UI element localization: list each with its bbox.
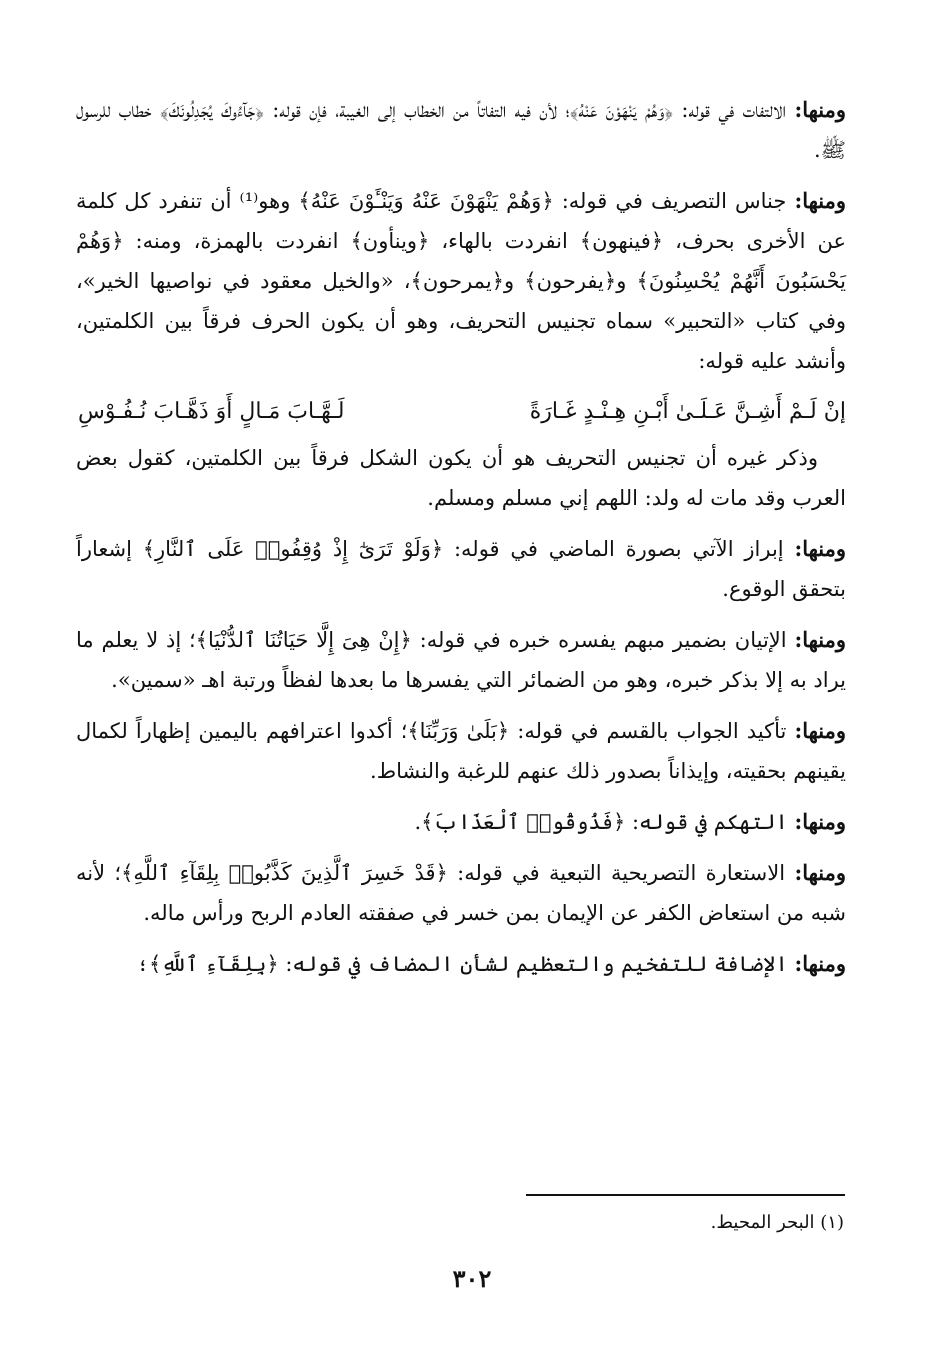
paragraph-body: جناس التصريف في قوله: ﴿وَهُمْ يَنْهَوْنَ عَنْهُ وَيَنْـَٔوْنَ عَنْهُ﴾ وهو⁽¹⁾ أن تنفرد كل كلمة عن الأخرى بحرف، ﴿فينهون﴾ انفردت بالهاء، ﴿وينأون﴾ انفردت بالهمزة، ومنه: ﴿وَهُمْ يَحْسَبُونَ أَنَّهُمْ يُحْسِنُونَ﴾ و﴿يفرحون﴾ و﴿يمرحون﴾، «والخيل معقود في نواصيها الخير»، وفي كتاب «التحبير» سماه تجنيس التحريف، وهو أن يكون الحرف فرقاً بين الكلمتين، وأنشد عليه قوله:: [76, 189, 846, 373]
verse-first-hemistich: إنْ لَـمْ أَشِـنَّ عَـلَـىٰ أَبْـنِ هِـنْـدٍ غَـارَةً: [529, 399, 846, 424]
paragraph-lead: ومنها:: [794, 536, 846, 561]
paragraph-lead: ومنها:: [794, 188, 847, 213]
paragraph-body: تأكيد الجواب بالقسم في قوله: ﴿بَلَىٰ وَرَبِّنَا﴾؛ أكدوا اعترافهم باليمين إظهاراً لكمال يقينهم بحقيته، وإيذاناً بصدور ذلك عنهم للرغبة والنشاط.: [76, 719, 846, 783]
paragraph-body: الالتفات في قوله: ﴿وَهُمْ يَنْهَوْنَ عَنْهُ﴾؛ لأن فيه التفاتاً من الخطاب إلى الغيبة، فإن قوله: ﴿جَآءُوكَ يُجَدِلُونَكَ﴾ خطاب للرسول ﷺ.: [76, 98, 846, 162]
paragraph-iltifat: [76, 90, 846, 170]
paragraph-tahakkum: [76, 802, 846, 842]
paragraph-damir: [76, 620, 846, 700]
paragraph-body: التهكم في قوله: ﴿فَذُوقُوا۟ ٱلْعَذَابَ﴾.: [414, 810, 795, 834]
paragraph-body: الاستعارة التصريحية التبعية في قوله: ﴿قَدْ خَسِرَ ٱلَّذِينَ كَذَّبُوا۟ بِلِقَآءِ ٱللَّهِ﴾؛ لأنه شبه من استعاض الكفر عن الإيمان بمن خسر في صفقته العادم الربح ورأس ماله.: [76, 861, 846, 925]
page-number: ٣٠٢: [452, 1264, 492, 1293]
paragraph-lead: ومنها:: [794, 97, 846, 122]
paragraph-lead: ومنها:: [794, 627, 846, 652]
paragraph-body: إبراز الآتي بصورة الماضي في قوله: ﴿وَلَوْ تَرَىٰٓ إِذْ وُقِفُوا۟ عَلَى ٱلنَّارِ﴾ إشعاراً بتحقق الوقوع.: [76, 537, 846, 601]
poetry-verse: [76, 392, 846, 432]
footnote-divider: [526, 1194, 845, 1196]
paragraph-idafa: [76, 944, 846, 984]
paragraph-lead: ومنها:: [794, 860, 846, 885]
main-text: [76, 90, 846, 995]
paragraph-ibraz: [76, 529, 846, 609]
paragraph-lead: ومنها:: [794, 718, 846, 743]
paragraph-after-verse: وذكر غيره أن تجنيس التحريف هو أن يكون الشكل فرقاً بين الكلمتين، كقول بعض العرب وقد مات له ولد: اللهم إني مسلم ومسلم.: [76, 446, 846, 510]
paragraph-istiara: [76, 853, 846, 933]
paragraph-qasam: [76, 711, 846, 791]
footnote: (١) البحر المحيط.: [710, 1212, 844, 1233]
paragraph-lead: ومنها:: [794, 809, 846, 834]
verse-second-hemistich: لَـهَّـابَ مَـالٍ أَوَ ذَهَّـابَ نُـفُـوْسِ: [78, 399, 345, 424]
paragraph-lead: ومنها:: [794, 951, 846, 976]
paragraph-jinas: [76, 181, 846, 381]
paragraph-body: الإضافة للتفخيم والتعظيم لشأن المضاف في قوله: ﴿بِلِقَآءِ ٱللَّهِ﴾؛: [136, 952, 795, 976]
paragraph-body: الإتيان بضمير مبهم يفسره خبره في قوله: ﴿إِنْ هِىَ إِلَّا حَيَاتُنَا ٱلدُّنْيَا﴾؛ إذ لا يعلم ما يراد به إلا بذكر خبره، وهو من الضمائر التي يفسرها ما بعدها لفظاً ورتبة اهـ «سمين».: [76, 628, 846, 692]
